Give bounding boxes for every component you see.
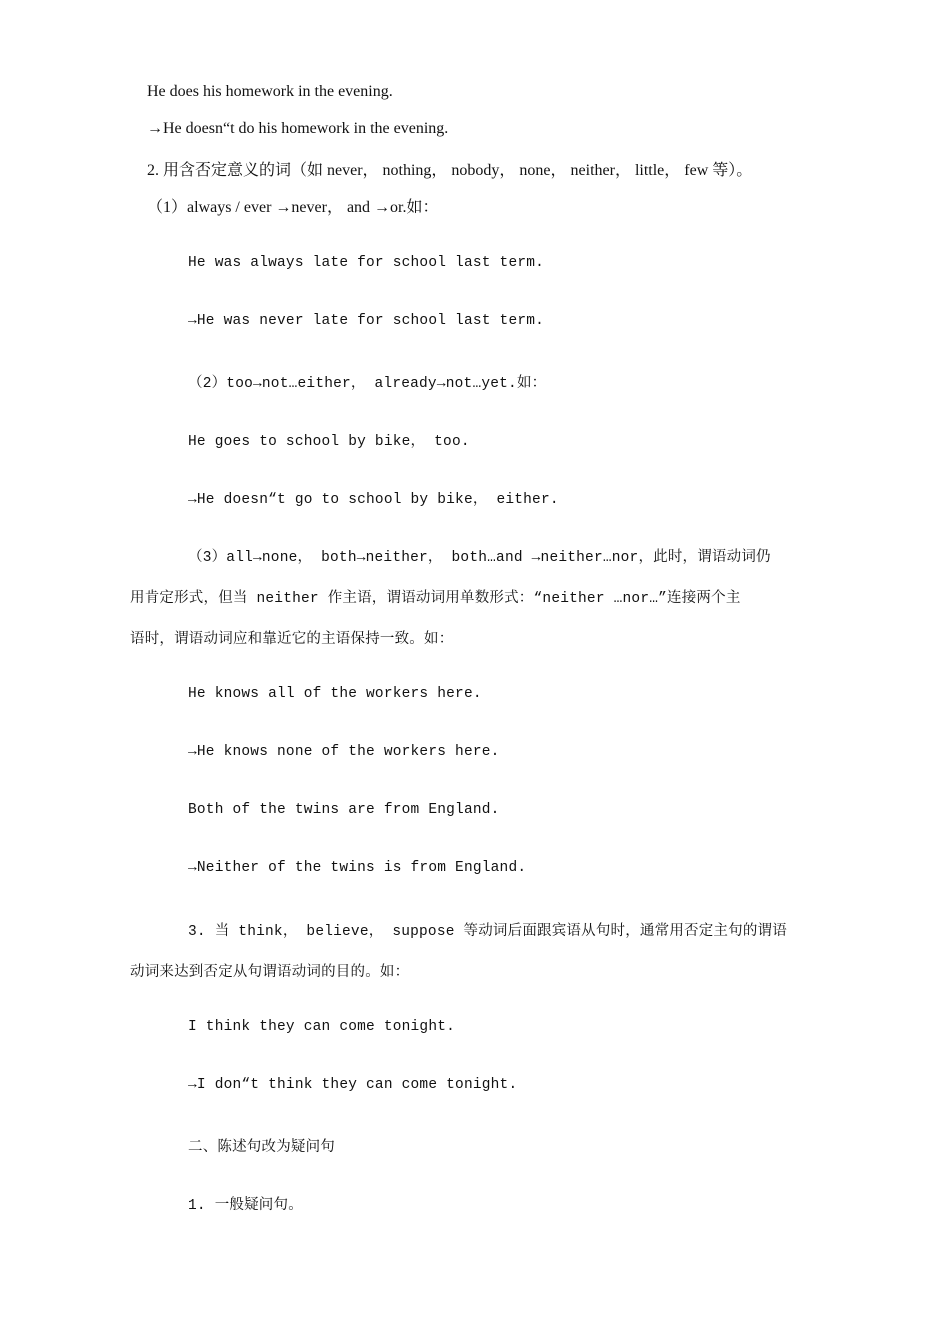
example-sentence: He knows all of the workers here. [188, 686, 482, 702]
example-negated: →He was never late for school last term. [188, 313, 545, 329]
rule-heading-3-line-2: 动词来达到否定从句谓语动词的目的。如： [130, 965, 410, 981]
example-sentence: Both of the twins are from England. [188, 802, 500, 818]
example-sentence: He does his homework in the evening. [147, 83, 393, 100]
example-negated: →I don“t think they can come tonight. [188, 1077, 518, 1093]
example-negated: →He knows none of the workers here. [188, 744, 500, 760]
section-heading: 二、陈述句改为疑问句 [188, 1140, 335, 1156]
example-negated: →He doesn“t go to school by bike， either. [188, 492, 559, 508]
rule-heading-2: 2. 用含否定意义的词（如 never， nothing， nobody， none， neither， little， few 等）。 [147, 162, 753, 179]
example-negated: →Neither of the twins is from England. [188, 860, 527, 876]
example-sentence: I think they can come tonight. [188, 1019, 456, 1035]
example-sentence: He goes to school by bike， too. [188, 434, 470, 450]
sub-rule-1: （1）always / ever →never， and →or.如： [147, 199, 439, 216]
sub-rule-3-line-2: 用肯定形式，但当 neither 作主语，谓语动词用单数形式：“neither …nor…”连接两个主 [130, 591, 741, 607]
rule-heading-3-line-1: 3. 当 think， believe， suppose 等动词后面跟宾语从句时，通常用否定主句的谓语 [188, 924, 787, 940]
example-negated: →He doesn“t do his homework in the evening. [147, 120, 449, 137]
sub-rule-2: （2）too→not…either， already→not…yet.如： [188, 376, 547, 392]
example-sentence: He was always late for school last term. [188, 255, 545, 271]
sub-rule-3-line-3: 语时，谓语动词应和靠近它的主语保持一致。如： [130, 632, 454, 648]
sub-rule-3-line-1: （3）all→none， both→neither， both…and →neither…nor，此时，谓语动词仍 [188, 550, 771, 566]
subsection-heading: 1. 一般疑问句。 [188, 1198, 303, 1214]
